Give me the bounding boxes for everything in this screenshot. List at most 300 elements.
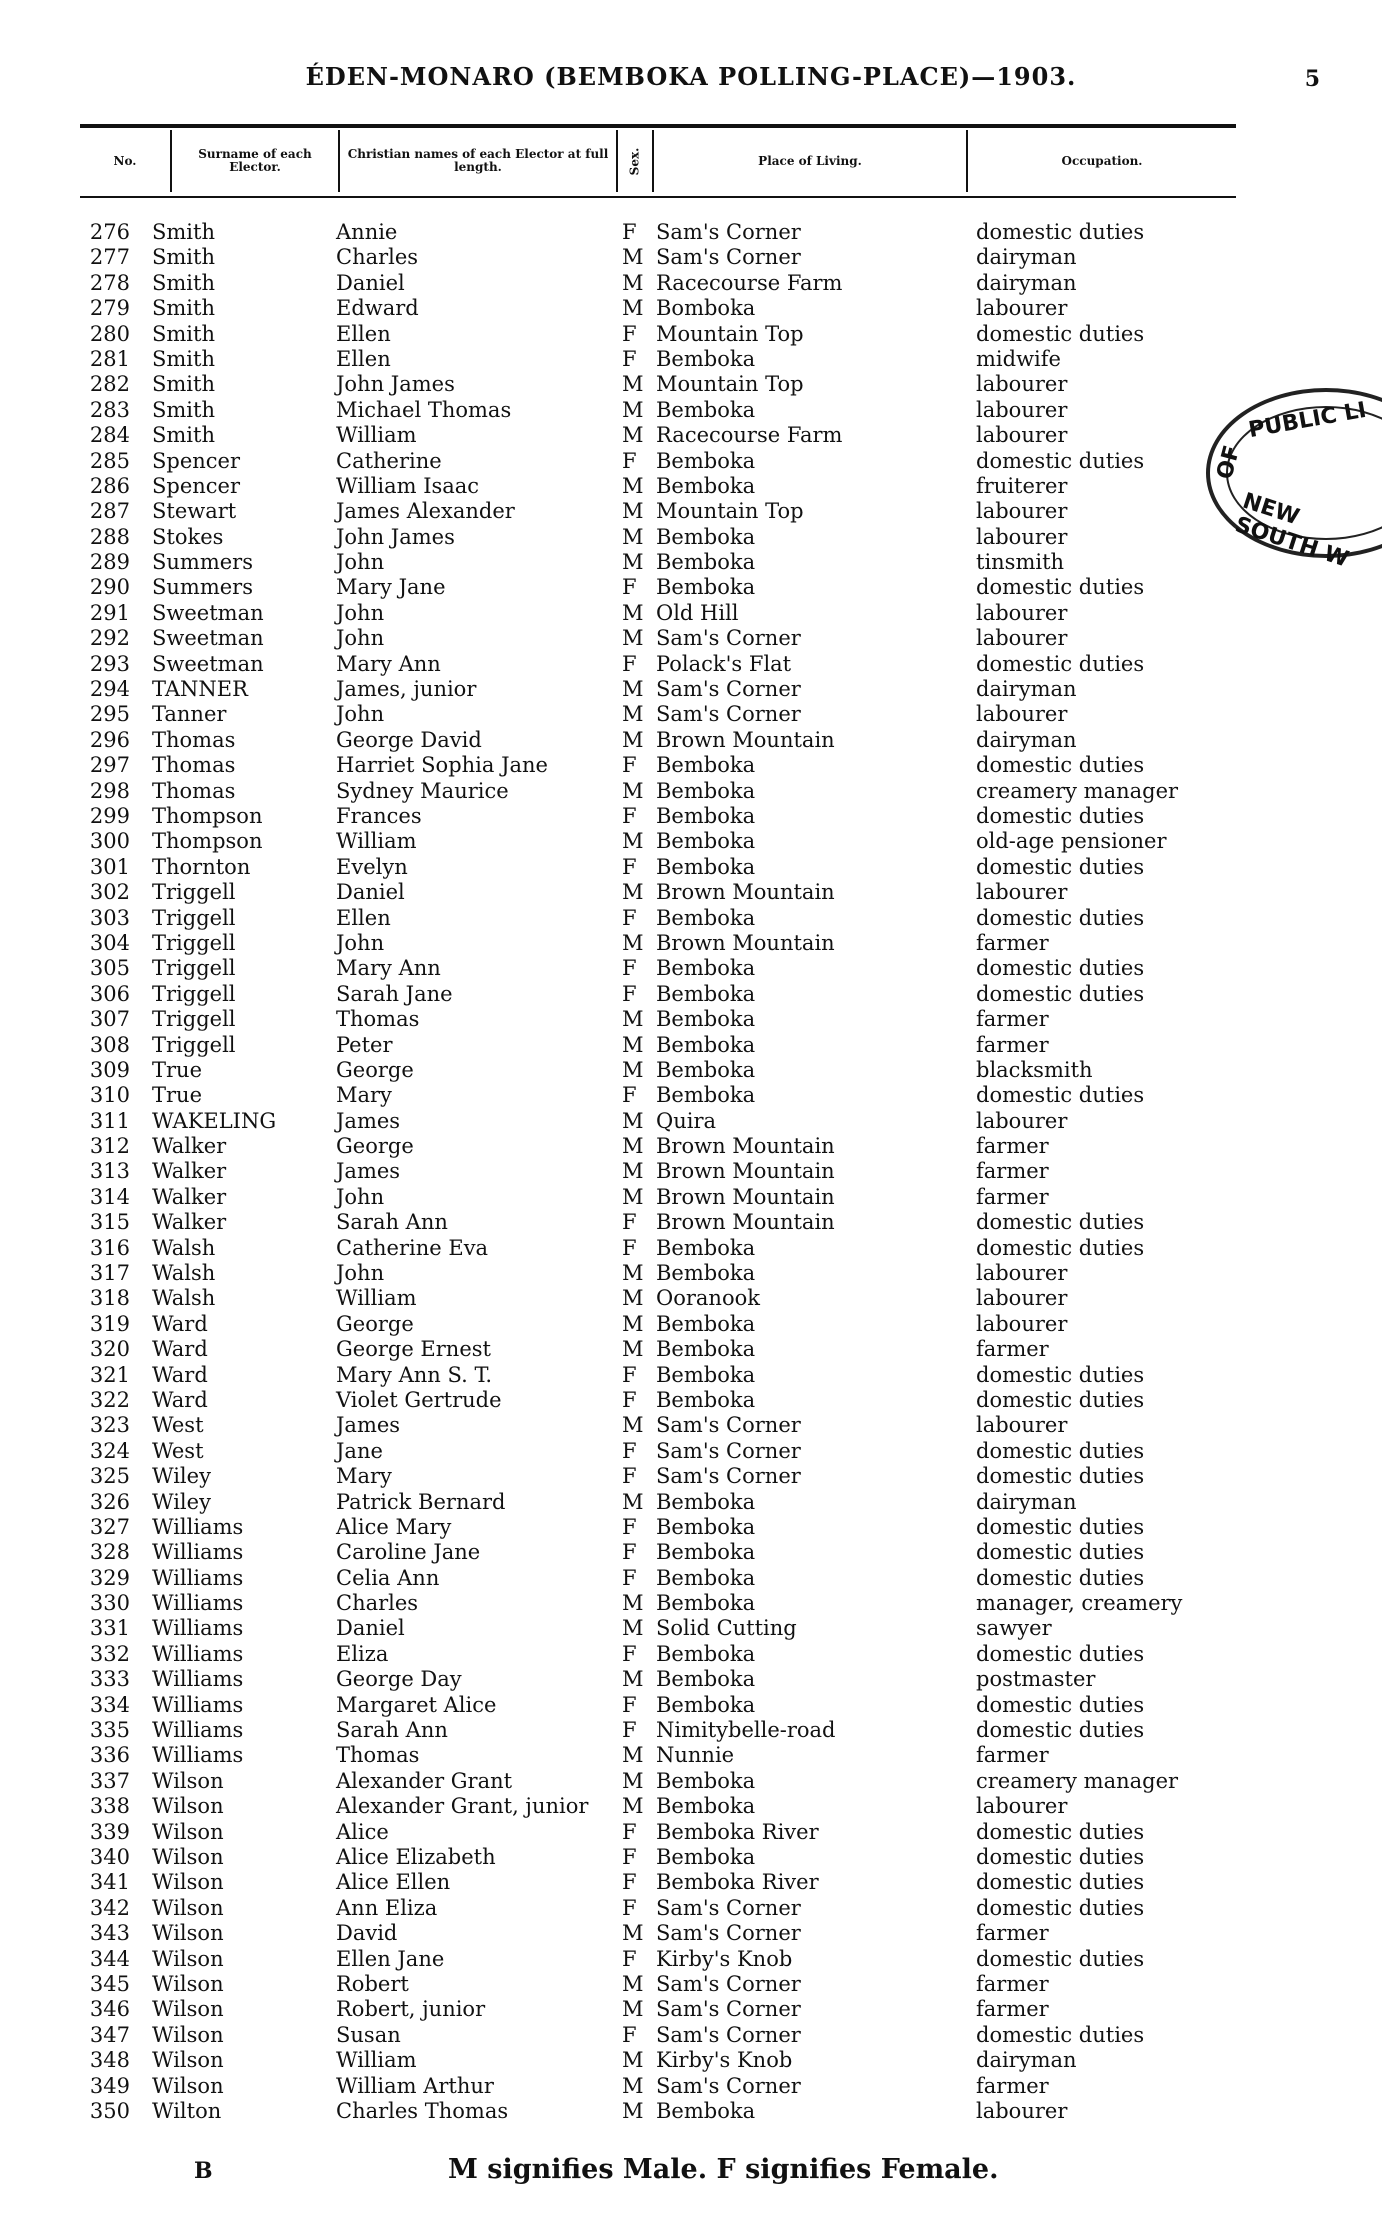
elector-surname: Walsh (152, 1261, 216, 1286)
elector-christian-names: Mary Jane (336, 575, 446, 600)
elector-christian-names: Jane (336, 1438, 383, 1463)
elector-number: 336 (89, 1743, 130, 1768)
elector-surname: Thomas (152, 753, 236, 778)
elector-number: 283 (89, 397, 130, 422)
elector-christian-names: Evelyn (336, 854, 408, 879)
elector-place: Brown Mountain (656, 930, 835, 955)
elector-place: Bemboka (656, 1667, 756, 1692)
elector-surname: Ward (152, 1337, 208, 1362)
elector-place: Sam's Corner (656, 1971, 801, 1996)
elector-place: Mountain Top (656, 321, 804, 346)
elector-sex: F (622, 346, 637, 371)
table-row (0, 1286, 1382, 1311)
elector-sex: F (622, 1870, 637, 1895)
elector-occupation: dairyman (976, 727, 1077, 752)
table-row (0, 575, 1382, 600)
column-header (80, 130, 1236, 194)
elector-surname: Walsh (152, 1235, 216, 1260)
elector-place: Brown Mountain (656, 727, 835, 752)
elector-place: Racecourse Farm (656, 270, 843, 295)
elector-occupation: domestic duties (976, 1641, 1145, 1666)
elector-christian-names: George (336, 1057, 414, 1082)
elector-christian-names: George Day (336, 1667, 462, 1692)
elector-sex: F (622, 981, 637, 1006)
table-row (0, 2099, 1382, 2124)
elector-number: 327 (89, 1514, 130, 1539)
elector-number: 311 (89, 1108, 130, 1133)
elector-sex: F (622, 1895, 637, 1920)
table-row (0, 1210, 1382, 1235)
table-row (0, 550, 1382, 575)
elector-sex: M (622, 296, 644, 321)
elector-place: Bemboka (656, 1591, 756, 1616)
elector-surname: Wilson (152, 1768, 224, 1793)
elector-occupation: domestic duties (976, 1514, 1145, 1539)
elector-number: 300 (89, 829, 130, 854)
elector-number: 290 (89, 575, 130, 600)
table-row (0, 906, 1382, 931)
elector-occupation: labourer (976, 397, 1068, 422)
elector-number: 307 (89, 1007, 130, 1032)
elector-place: Sam's Corner (656, 245, 801, 270)
elector-christian-names: Sarah Ann (336, 1718, 448, 1743)
elector-number: 320 (89, 1337, 130, 1362)
elector-surname: Williams (152, 1565, 244, 1590)
elector-surname: Triggell (152, 930, 236, 955)
elector-christian-names: William (336, 2048, 417, 2073)
sheet-letter: B (194, 2158, 213, 2184)
elector-sex: M (622, 1057, 644, 1082)
elector-occupation: farmer (976, 930, 1049, 955)
elector-place: Brown Mountain (656, 880, 835, 905)
elector-sex: M (622, 1413, 644, 1438)
elector-number: 280 (89, 321, 130, 346)
elector-place: Bemboka (656, 1032, 756, 1057)
elector-sex: F (622, 1083, 637, 1108)
elector-number: 313 (89, 1159, 130, 1184)
elector-surname: Smith (152, 270, 215, 295)
elector-place: Bomboka (656, 296, 756, 321)
elector-number: 278 (89, 270, 130, 295)
elector-sex: F (622, 1718, 637, 1743)
table-row (0, 1413, 1382, 1438)
elector-christian-names: John James (336, 524, 455, 549)
elector-occupation: labourer (976, 1794, 1068, 1819)
elector-place: Sam's Corner (656, 2022, 801, 2047)
elector-christian-names: Caroline Jane (336, 1540, 481, 1565)
elector-occupation: domestic duties (976, 575, 1145, 600)
elector-christian-names: Charles Thomas (336, 2098, 509, 2123)
elector-christian-names: John (336, 1261, 385, 1286)
table-row (0, 499, 1382, 524)
elector-christian-names: Mary Ann (336, 651, 441, 676)
elector-number: 302 (89, 880, 130, 905)
elector-place: Bemboka (656, 1514, 756, 1539)
table-row (0, 245, 1382, 270)
elector-number: 348 (89, 2048, 130, 2073)
elector-occupation: sawyer (976, 1616, 1052, 1641)
elector-sex: F (622, 1362, 637, 1387)
elector-surname: Wilson (152, 1971, 224, 1996)
elector-surname: Triggell (152, 956, 236, 981)
elector-place: Bemboka (656, 1692, 756, 1717)
table-row (0, 1972, 1382, 1997)
elector-place: Mountain Top (656, 499, 804, 524)
elector-sex: M (622, 829, 644, 854)
elector-place: Bemboka (656, 1489, 756, 1514)
elector-surname: Williams (152, 1616, 244, 1641)
elector-surname: Williams (152, 1641, 244, 1666)
elector-christian-names: James Alexander (336, 499, 515, 524)
elector-christian-names: William (336, 423, 417, 448)
elector-place: Polack's Flat (656, 651, 792, 676)
elector-surname: Williams (152, 1591, 244, 1616)
table-row (0, 1464, 1382, 1489)
elector-christian-names: John (336, 930, 385, 955)
elector-number: 314 (89, 1184, 130, 1209)
elector-sex: F (622, 1464, 637, 1489)
elector-number: 347 (89, 2022, 130, 2047)
elector-sex: M (622, 600, 644, 625)
elector-surname: Sweetman (152, 600, 264, 625)
elector-occupation: labourer (976, 600, 1068, 625)
elector-number: 285 (89, 448, 130, 473)
table-row (0, 398, 1382, 423)
elector-number: 319 (89, 1311, 130, 1336)
elector-christian-names: Sarah Jane (336, 981, 453, 1006)
header-place: Place of Living. (758, 153, 862, 168)
elector-place: Brown Mountain (656, 1210, 835, 1235)
elector-number: 333 (89, 1667, 130, 1692)
elector-surname: Spencer (152, 473, 241, 498)
header-sex: Sex. (627, 147, 642, 175)
table-row (0, 702, 1382, 727)
elector-occupation: domestic duties (976, 1083, 1145, 1108)
elector-place: Bemboka (656, 2098, 756, 2123)
header-occupation: Occupation. (1061, 153, 1143, 168)
elector-place: Nunnie (656, 1743, 735, 1768)
elector-surname: WAKELING (152, 1108, 277, 1133)
elector-place: Nimitybelle-road (656, 1718, 836, 1743)
elector-sex: F (622, 1514, 637, 1539)
elector-surname: Wilson (152, 1819, 224, 1844)
header-rule-bottom (80, 196, 1236, 198)
table-row (0, 525, 1382, 550)
elector-place: Bemboka (656, 575, 756, 600)
table-row (0, 728, 1382, 753)
elector-surname: Williams (152, 1692, 244, 1717)
table-row (0, 626, 1382, 651)
elector-occupation: domestic duties (976, 753, 1145, 778)
elector-sex: M (622, 1743, 644, 1768)
elector-place: Bemboka (656, 778, 756, 803)
elector-place: Solid Cutting (656, 1616, 797, 1641)
elector-sex: M (622, 499, 644, 524)
table-row (0, 1033, 1382, 1058)
table-row (0, 474, 1382, 499)
elector-occupation: domestic duties (976, 981, 1145, 1006)
elector-sex: M (622, 1971, 644, 1996)
elector-occupation: postmaster (976, 1667, 1096, 1692)
elector-surname: Wilson (152, 2022, 224, 2047)
elector-number: 276 (89, 220, 130, 244)
elector-christian-names: Mary Ann (336, 956, 441, 981)
elector-christian-names: John (336, 600, 385, 625)
elector-occupation: domestic duties (976, 1819, 1145, 1844)
table-row (0, 1845, 1382, 1870)
elector-surname: Walker (152, 1184, 227, 1209)
elector-number: 318 (89, 1286, 130, 1311)
elector-occupation: domestic duties (976, 2022, 1145, 2047)
elector-place: Bemboka (656, 524, 756, 549)
header-sex-cell (618, 130, 652, 192)
elector-surname: Sweetman (152, 626, 264, 651)
elector-christian-names: David (336, 1921, 398, 1946)
elector-occupation: domestic duties (976, 1895, 1145, 1920)
elector-surname: Wilson (152, 1946, 224, 1971)
elector-occupation: farmer (976, 1007, 1049, 1032)
elector-occupation: creamery manager (976, 778, 1179, 803)
elector-occupation: domestic duties (976, 1845, 1145, 1869)
table-row (0, 779, 1382, 804)
elector-occupation: domestic duties (976, 1718, 1145, 1743)
elector-sex: M (622, 677, 644, 702)
table-row (0, 1591, 1382, 1616)
elector-place: Sam's Corner (656, 1413, 801, 1438)
table-row (0, 855, 1382, 880)
elector-surname: True (152, 1083, 202, 1108)
elector-christian-names: Susan (336, 2022, 401, 2047)
elector-sex: F (622, 448, 637, 473)
elector-place: Bemboka (656, 753, 756, 778)
elector-surname: Spencer (152, 448, 241, 473)
elector-number: 309 (89, 1057, 130, 1082)
elector-sex: F (622, 220, 637, 244)
elector-christian-names: Margaret Alice (336, 1692, 497, 1717)
elector-place: Mountain Top (656, 372, 804, 397)
table-row (0, 652, 1382, 677)
elector-place: Bemboka (656, 956, 756, 981)
elector-sex: F (622, 1387, 637, 1412)
elector-occupation: domestic duties (976, 1438, 1145, 1463)
elector-number: 295 (89, 702, 130, 727)
elector-surname: Triggell (152, 1032, 236, 1057)
elector-number: 330 (89, 1591, 130, 1616)
elector-number: 286 (89, 473, 130, 498)
table-row (0, 1490, 1382, 1515)
page-title: ÉDEN-MONARO (BEMBOKA POLLING-PLACE)—1903. (305, 62, 1077, 91)
table-row (0, 1134, 1382, 1159)
elector-occupation: domestic duties (976, 220, 1145, 244)
elector-christian-names: Thomas (336, 1007, 420, 1032)
elector-christian-names: John James (336, 372, 455, 397)
elector-christian-names: James, junior (336, 677, 477, 702)
elector-place: Bemboka (656, 397, 756, 422)
elector-number: 288 (89, 524, 130, 549)
elector-sex: F (622, 1235, 637, 1260)
elector-surname: Walker (152, 1159, 227, 1184)
elector-christian-names: William (336, 829, 417, 854)
elector-christian-names: Daniel (336, 1616, 405, 1641)
elector-place: Bemboka (656, 1057, 756, 1082)
elector-place: Brown Mountain (656, 1159, 835, 1184)
elector-place: Bemboka (656, 346, 756, 371)
elector-occupation: farmer (976, 1159, 1049, 1184)
elector-place: Bemboka (656, 803, 756, 828)
elector-surname: Wilson (152, 1921, 224, 1946)
elector-christian-names: Celia Ann (336, 1565, 440, 1590)
elector-surname: Sweetman (152, 651, 264, 676)
table-row (0, 322, 1382, 347)
elector-number: 284 (89, 423, 130, 448)
elector-number: 310 (89, 1083, 130, 1108)
elector-sex: F (622, 2022, 637, 2047)
elector-christian-names: Ann Eliza (336, 1895, 438, 1920)
elector-place: Bemboka (656, 829, 756, 854)
elector-sex: M (622, 778, 644, 803)
elector-sex: F (622, 1845, 637, 1869)
table-row (0, 2048, 1382, 2073)
elector-surname: Wilson (152, 1895, 224, 1920)
elector-sex: F (622, 575, 637, 600)
elector-surname: Wilson (152, 2048, 224, 2073)
elector-place: Sam's Corner (656, 1895, 801, 1920)
elector-occupation: dairyman (976, 677, 1077, 702)
elector-surname: True (152, 1057, 202, 1082)
elector-sex: F (622, 1946, 637, 1971)
table-row (0, 1566, 1382, 1591)
table-row (0, 372, 1382, 397)
elector-sex: M (622, 1616, 644, 1641)
elector-christian-names: Ellen Jane (336, 1946, 445, 1971)
elector-occupation: farmer (976, 1134, 1049, 1159)
elector-sex: M (622, 1286, 644, 1311)
elector-surname: Williams (152, 1718, 244, 1743)
elector-occupation: labourer (976, 524, 1068, 549)
table-row (0, 1236, 1382, 1261)
elector-number: 337 (89, 1768, 130, 1793)
table-row (0, 804, 1382, 829)
elector-surname: Smith (152, 245, 215, 270)
elector-occupation: labourer (976, 499, 1068, 524)
elector-sex: M (622, 524, 644, 549)
elector-number: 305 (89, 956, 130, 981)
elector-sex: M (622, 550, 644, 575)
elector-occupation: domestic duties (976, 1540, 1145, 1565)
elector-christian-names: Daniel (336, 270, 405, 295)
elector-christian-names: Ellen (336, 346, 391, 371)
elector-occupation: domestic duties (976, 1565, 1145, 1590)
elector-christian-names: James (336, 1108, 401, 1133)
elector-sex: F (622, 905, 637, 930)
elector-occupation: domestic duties (976, 803, 1145, 828)
elector-christian-names: Alice Mary (336, 1514, 452, 1539)
elector-place: Bemboka (656, 550, 756, 575)
elector-sex: M (622, 1108, 644, 1133)
elector-number: 342 (89, 1895, 130, 1920)
elector-number: 316 (89, 1235, 130, 1260)
elector-surname: Walsh (152, 1286, 216, 1311)
elector-place: Sam's Corner (656, 702, 801, 727)
elector-christian-names: Mary (336, 1464, 392, 1489)
elector-surname: Summers (152, 575, 253, 600)
elector-number: 304 (89, 930, 130, 955)
table-row (0, 601, 1382, 626)
elector-occupation: fruiterer (976, 473, 1068, 498)
elector-sex: M (622, 1184, 644, 1209)
elector-number: 281 (89, 346, 130, 371)
table-row (0, 1896, 1382, 1921)
table-row (0, 1540, 1382, 1565)
elector-occupation: dairyman (976, 245, 1077, 270)
elector-surname: Wiley (152, 1464, 211, 1489)
elector-surname: Ward (152, 1362, 208, 1387)
elector-sex: M (622, 1768, 644, 1793)
elector-surname: Wilson (152, 1997, 224, 2022)
elector-surname: Smith (152, 296, 215, 321)
elector-surname: Ward (152, 1387, 208, 1412)
table-row (0, 1616, 1382, 1641)
elector-place: Old Hill (656, 600, 739, 625)
header-christian: Christian names of each Elector at full length. (347, 147, 609, 174)
elector-occupation: domestic duties (976, 1692, 1145, 1717)
elector-number: 323 (89, 1413, 130, 1438)
elector-sex: M (622, 702, 644, 727)
elector-number: 340 (89, 1845, 130, 1869)
elector-place: Bemboka (656, 1768, 756, 1793)
elector-christian-names: George (336, 1311, 414, 1336)
elector-sex: M (622, 1591, 644, 1616)
elector-sex: F (622, 803, 637, 828)
header-no: No. (113, 153, 137, 168)
elector-surname: Smith (152, 321, 215, 346)
elector-occupation: labourer (976, 423, 1068, 448)
elector-surname: Williams (152, 1514, 244, 1539)
table-row (0, 1997, 1382, 2022)
elector-sex: M (622, 2098, 644, 2123)
elector-place: Bemboka River (656, 1870, 819, 1895)
elector-christian-names: George Ernest (336, 1337, 491, 1362)
table-row (0, 982, 1382, 1007)
elector-place: Bemboka (656, 1540, 756, 1565)
elector-number: 343 (89, 1921, 130, 1946)
elector-occupation: farmer (976, 1184, 1049, 1209)
elector-place: Sam's Corner (656, 1997, 801, 2022)
elector-occupation: old-age pensioner (976, 829, 1167, 854)
elector-number: 297 (89, 753, 130, 778)
elector-place: Bemboka (656, 1641, 756, 1666)
elector-christian-names: Peter (336, 1032, 393, 1057)
table-row (0, 2074, 1382, 2099)
elector-christian-names: Catherine Eva (336, 1235, 489, 1260)
table-row (0, 423, 1382, 448)
elector-christian-names: William Isaac (336, 473, 480, 498)
elector-christian-names: Thomas (336, 1743, 420, 1768)
elector-place: Bemboka (656, 981, 756, 1006)
table-row (0, 1794, 1382, 1819)
elector-surname: West (152, 1438, 204, 1463)
elector-sex: F (622, 1641, 637, 1666)
elector-number: 326 (89, 1489, 130, 1514)
elector-occupation: dairyman (976, 1489, 1077, 1514)
elector-place: Kirby's Knob (656, 1946, 793, 1971)
table-row (0, 1312, 1382, 1337)
elector-place: Bemboka (656, 1083, 756, 1108)
elector-surname: Wilton (152, 2098, 222, 2123)
table-row (0, 220, 1382, 245)
elector-number: 312 (89, 1134, 130, 1159)
elector-christian-names: Alice Elizabeth (336, 1845, 496, 1869)
